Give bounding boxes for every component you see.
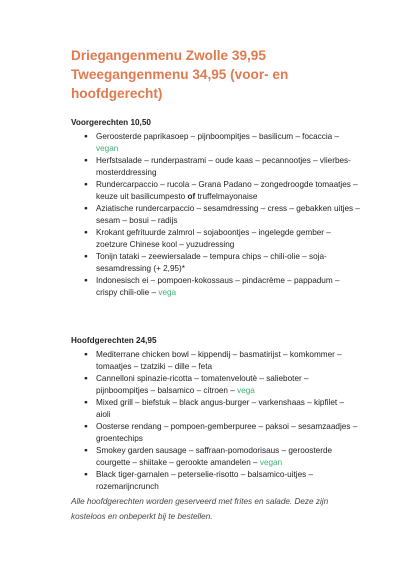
menu-item-text: Mediterrane chicken bowl – kippendij – basmatirijst – komkommer – tomaatjes – tzatziki – dille – feta [96, 350, 342, 371]
menu-item [71, 227, 360, 251]
footnote: Alle hoofdgerechten worden geserveerd met frites en salade. Deze zijn kosteloos en onbeperkt bij te bestellen. [71, 497, 329, 521]
menu-item [71, 203, 360, 227]
voorgerechten-list [71, 131, 360, 299]
menu-item-text: Geroosterde paprikasoep – pijnboompitjes – basilicum – focaccia – [96, 132, 340, 141]
menu-item [71, 131, 360, 155]
menu-titles [71, 46, 360, 103]
menu-item [71, 445, 360, 469]
menu-item-text: Rundercarpaccio – rucola – Grana Padano – zongedroogde tomaatjes – keuze uit basilicumpesto [96, 180, 358, 201]
menu-title-line: Tweegangenmenu 34,95 (voor- en [71, 67, 289, 82]
menu-item [71, 275, 360, 299]
voorgerechten-heading: Voorgerechten 10,50 [71, 118, 151, 127]
menu-item-text: Aziatische rundercarpaccio – sesamdressing – cress – gebakken uitjes – sesam – bosui – radijs [96, 204, 360, 225]
menu-item-text: Tonijn tataki – zeewiersalade – tempura chips – chili-olie – soja-sesamdressing (+ 2,95)* [96, 252, 327, 273]
menu-title-line: Driegangenmenu Zwolle 39,95 [71, 48, 266, 63]
menu-item-text: Cannelloni spinazie-ricotta – tomatenveloutè – salieboter – pijnboompitjes – balsamico – citroen – [96, 374, 309, 395]
hoofdgerechten-heading: Hoofdgerechten 24,95 [71, 336, 157, 345]
diet-tag: vega [237, 386, 255, 395]
menu-item [71, 179, 360, 203]
menu-item [71, 373, 360, 397]
menu-item-emphasis: of [187, 192, 196, 201]
menu-item [71, 349, 360, 373]
menu-item [71, 155, 360, 179]
menu-item-text: truffelmayonaise [195, 192, 258, 201]
menu-item [71, 421, 360, 445]
menu-item-text: Krokant gefrituurde zalmrol – sojaboontjes – ingelegde gember – zoetzure Chinese kool – yuzudressing [96, 228, 331, 249]
diet-tag: vegan [259, 458, 283, 467]
menu-item-text: Herfstsalade – runderpastrami – oude kaas – pecannootjes – vlierbes-mosterddressing [96, 156, 351, 177]
menu-item [71, 469, 360, 493]
hoofdgerechten-list [71, 349, 360, 493]
menu-title-line: hoofdgerecht) [71, 86, 163, 101]
menu-item [71, 251, 360, 275]
diet-tag: vegan [96, 144, 119, 153]
menu-item-text: Smokey garden sausage – saffraan-pomodorisaus – geroosterde courgette – shiitake – gerookte amandelen – [96, 446, 333, 467]
menu-item-text: Black tiger-garnalen – peterselie-risotto – balsamico-uitjes – rozemarijncrunch [96, 470, 314, 491]
menu-item [71, 397, 360, 421]
menu-item-text: Mixed grill – biefstuk – black angus-burger – varkenshaas – kipfilet – aioli [96, 398, 345, 419]
diet-tag: vega [158, 288, 177, 297]
menu-item-text: Oosterse rendang – pompoen-gemberpuree – paksoi – sesamzaadjes – groentechips [96, 422, 358, 443]
menu-item-text: Indonesisch ei – pompoen-kokossaus – pindacrème – pappadum – crispy chili-olie – [96, 276, 340, 297]
